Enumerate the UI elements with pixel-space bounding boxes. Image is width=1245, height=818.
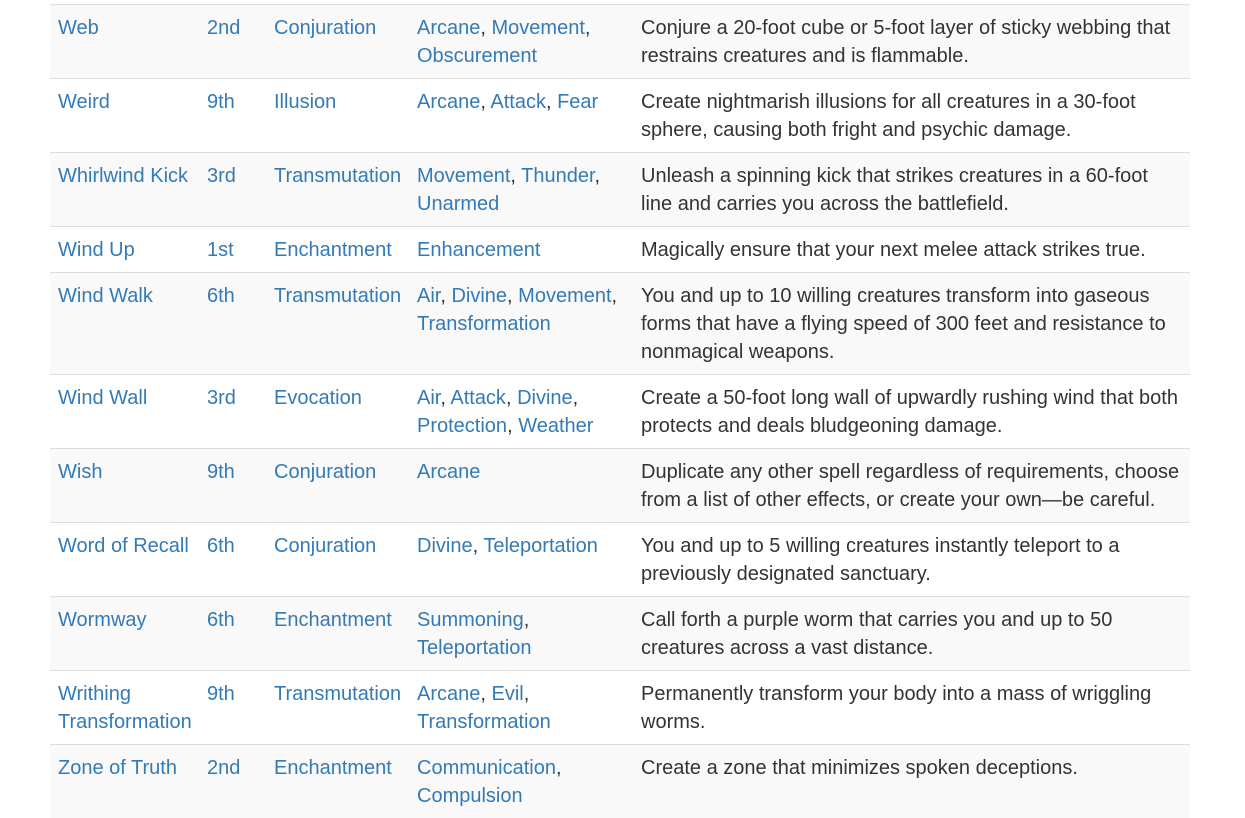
tag-separator: , [556, 757, 562, 779]
spell-school-link[interactable]: Transmutation [274, 285, 401, 307]
spell-tag-link[interactable]: Teleportation [483, 535, 598, 557]
spell-tag-link[interactable]: Fear [557, 91, 598, 113]
spell-name-link[interactable]: Wind Up [58, 239, 135, 261]
spell-school-link[interactable]: Transmutation [274, 165, 401, 187]
tag-separator: , [507, 415, 518, 437]
spell-tag-link[interactable]: Teleportation [417, 637, 532, 659]
spell-tag-link[interactable]: Transformation [417, 313, 551, 335]
spell-level-cell [199, 449, 266, 523]
table-row [50, 523, 1190, 597]
spell-tag-link[interactable]: Movement [417, 165, 510, 187]
spell-name-cell [50, 449, 199, 523]
spell-name-link[interactable]: Web [58, 17, 99, 39]
spell-level-link[interactable]: 3rd [207, 387, 236, 409]
tag-separator: , [480, 91, 490, 113]
spell-tag-link[interactable]: Enhancement [417, 239, 540, 261]
spell-level-link[interactable]: 6th [207, 285, 235, 307]
tag-separator: , [507, 285, 518, 307]
spell-tag-link[interactable]: Divine [451, 285, 507, 307]
spell-tags-cell [409, 523, 633, 597]
spell-level-cell [199, 227, 266, 273]
spell-name-link[interactable]: Whirlwind Kick [58, 165, 188, 187]
spell-tag-link[interactable]: Thunder [521, 165, 594, 187]
spell-tags-cell [409, 153, 633, 227]
spell-school-cell [266, 449, 409, 523]
spell-tag-link[interactable]: Obscurement [417, 45, 537, 67]
spell-school-cell [266, 227, 409, 273]
spell-description: Create nightmarish illusions for all creatures in a 30-foot sphere, causing both fright and psychic damage. [633, 79, 1190, 153]
tag-separator: , [506, 387, 517, 409]
spell-school-link[interactable]: Illusion [274, 91, 336, 113]
spell-level-cell [199, 5, 266, 79]
spell-name-cell [50, 79, 199, 153]
tag-separator: , [480, 683, 491, 705]
tag-separator: , [440, 387, 450, 409]
spell-name-link[interactable]: Wind Walk [58, 285, 153, 307]
spell-tags-cell [409, 79, 633, 153]
spell-name-cell [50, 227, 199, 273]
spell-level-link[interactable]: 2nd [207, 17, 240, 39]
spell-name-link[interactable]: Wormway [58, 609, 147, 631]
spell-description: Duplicate any other spell regardless of requirements, choose from a list of other effects, or create your own—be careful. [633, 449, 1190, 523]
spell-level-cell [199, 79, 266, 153]
spell-description: Conjure a 20-foot cube or 5-foot layer of sticky webbing that restrains creatures and is flammable. [633, 5, 1190, 79]
spell-description: Create a zone that minimizes spoken deceptions. [633, 745, 1190, 818]
table-row [50, 5, 1190, 79]
spell-tags-cell [409, 597, 633, 671]
spell-name-link[interactable]: Wind Wall [58, 387, 147, 409]
spell-level-cell [199, 375, 266, 449]
spell-tag-link[interactable]: Arcane [417, 461, 480, 483]
spell-description: Permanently transform your body into a mass of wriggling worms. [633, 671, 1190, 745]
tag-separator: , [510, 165, 521, 187]
spell-school-cell [266, 5, 409, 79]
spell-school-cell [266, 671, 409, 745]
table-row [50, 597, 1190, 671]
spell-table [50, 4, 1190, 818]
spell-tag-link[interactable]: Transformation [417, 711, 551, 733]
spell-level-cell [199, 153, 266, 227]
spell-level-link[interactable]: 6th [207, 609, 235, 631]
spell-table-body [50, 5, 1190, 818]
spell-school-link[interactable]: Evocation [274, 387, 362, 409]
spell-description: You and up to 5 willing creatures instantly teleport to a previously designated sanctuary. [633, 523, 1190, 597]
spell-tag-link[interactable]: Arcane [417, 683, 480, 705]
tag-separator: , [585, 17, 591, 39]
spell-name-cell [50, 597, 199, 671]
table-row [50, 671, 1190, 745]
spell-tag-link[interactable]: Attack [490, 91, 546, 113]
tag-separator: , [440, 285, 451, 307]
table-row [50, 375, 1190, 449]
spell-name-cell [50, 5, 199, 79]
spell-description: Create a 50-foot long wall of upwardly rushing wind that both protects and deals bludgeoning damage. [633, 375, 1190, 449]
spell-school-cell [266, 273, 409, 375]
spell-level-link[interactable]: 2nd [207, 757, 240, 779]
spell-level-cell [199, 273, 266, 375]
spell-tags-cell [409, 745, 633, 818]
spell-tags-cell [409, 375, 633, 449]
spell-level-link[interactable]: 1st [207, 239, 234, 261]
table-row [50, 449, 1190, 523]
spell-level-cell [199, 523, 266, 597]
spell-tag-link[interactable]: Compulsion [417, 785, 523, 807]
spell-tag-link[interactable]: Arcane [417, 91, 480, 113]
spell-name-cell [50, 745, 199, 818]
spell-tag-link[interactable]: Evil [492, 683, 524, 705]
tag-separator: , [473, 535, 484, 557]
spell-level-link[interactable]: 9th [207, 683, 235, 705]
spell-tags-cell [409, 227, 633, 273]
spell-school-cell [266, 153, 409, 227]
spell-tags-cell [409, 449, 633, 523]
spell-table-container [50, 4, 1190, 818]
table-row [50, 745, 1190, 818]
spell-tags-cell [409, 671, 633, 745]
spell-school-link[interactable]: Conjuration [274, 461, 376, 483]
spell-school-cell [266, 745, 409, 818]
tag-separator: , [480, 17, 491, 39]
table-row [50, 153, 1190, 227]
table-row [50, 79, 1190, 153]
spell-level-link[interactable]: 3rd [207, 165, 236, 187]
spell-tag-link[interactable]: Summoning [417, 609, 524, 631]
spell-description: Magically ensure that your next melee attack strikes true. [633, 227, 1190, 273]
spell-tag-link[interactable]: Weather [518, 415, 593, 437]
table-row [50, 273, 1190, 375]
spell-school-link[interactable]: Enchantment [274, 757, 392, 779]
tag-separator: , [573, 387, 579, 409]
spell-tag-link[interactable]: Movement [492, 17, 585, 39]
spell-name-link[interactable]: Wish [58, 461, 102, 483]
spell-name-cell [50, 671, 199, 745]
spell-description: Unleash a spinning kick that strikes creatures in a 60-foot line and carries you across the battlefield. [633, 153, 1190, 227]
spell-tag-link[interactable]: Air [417, 285, 440, 307]
spell-level-link[interactable]: 9th [207, 91, 235, 113]
spell-level-cell [199, 671, 266, 745]
tag-separator: , [546, 91, 557, 113]
spell-school-link[interactable]: Enchantment [274, 609, 392, 631]
spell-name-link[interactable]: Weird [58, 91, 110, 113]
spell-name-link[interactable]: Word of Recall [58, 535, 189, 557]
spell-tag-link[interactable]: Divine [517, 387, 573, 409]
spell-tag-link[interactable]: Movement [518, 285, 611, 307]
spell-school-cell [266, 375, 409, 449]
spell-name-cell [50, 153, 199, 227]
spell-name-link[interactable]: Writhing Transformation [58, 683, 192, 733]
spell-level-link[interactable]: 6th [207, 535, 235, 557]
spell-tag-link[interactable]: Attack [450, 387, 506, 409]
spell-tag-link[interactable]: Unarmed [417, 193, 499, 215]
spell-level-cell [199, 745, 266, 818]
spell-school-cell [266, 79, 409, 153]
spell-level-link[interactable]: 9th [207, 461, 235, 483]
spell-school-link[interactable]: Enchantment [274, 239, 392, 261]
tag-separator: , [612, 285, 618, 307]
spell-tags-cell [409, 5, 633, 79]
spell-tag-link[interactable]: Divine [417, 535, 473, 557]
table-row [50, 227, 1190, 273]
spell-school-cell [266, 523, 409, 597]
spell-tag-link[interactable]: Air [417, 387, 440, 409]
spell-tag-link[interactable]: Arcane [417, 17, 480, 39]
spell-name-link[interactable]: Zone of Truth [58, 757, 177, 779]
spell-description: You and up to 10 willing creatures transform into gaseous forms that have a flying speed of 300 feet and resistance to nonmagical weapons. [633, 273, 1190, 375]
tag-separator: , [524, 609, 530, 631]
spell-school-link[interactable]: Conjuration [274, 535, 376, 557]
spell-level-cell [199, 597, 266, 671]
spell-tags-cell [409, 273, 633, 375]
spell-school-link[interactable]: Conjuration [274, 17, 376, 39]
spell-school-cell [266, 597, 409, 671]
tag-separator: , [595, 165, 601, 187]
spell-tag-link[interactable]: Communication [417, 757, 556, 779]
tag-separator: , [524, 683, 530, 705]
spell-name-cell [50, 273, 199, 375]
spell-school-link[interactable]: Transmutation [274, 683, 401, 705]
spell-name-cell [50, 375, 199, 449]
spell-name-cell [50, 523, 199, 597]
spell-tag-link[interactable]: Protection [417, 415, 507, 437]
spell-description: Call forth a purple worm that carries you and up to 50 creatures across a vast distance. [633, 597, 1190, 671]
